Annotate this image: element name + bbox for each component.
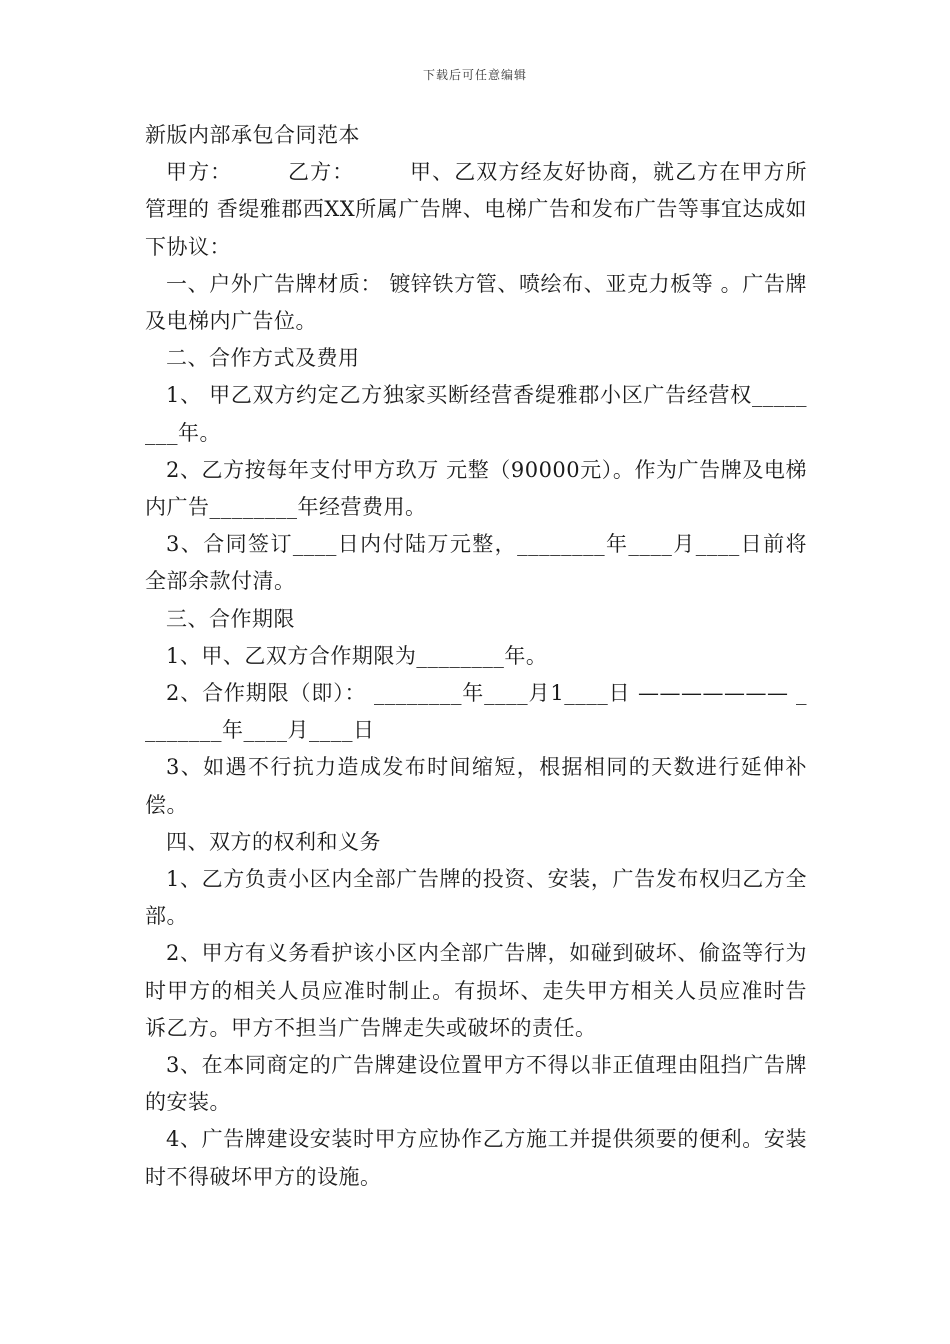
page-header-note: 下载后可任意编辑 xyxy=(422,68,527,82)
clause-2-2: 2、乙方按每年支付甲方玖万 元整（90000元）。作为广告牌及电梯内广告________年经营费用。 xyxy=(145,457,807,520)
section-heading-2: 二、合作方式及费用 xyxy=(166,346,360,371)
section-heading-4: 四、双方的权利和义务 xyxy=(166,829,381,854)
clause-2-3: 3、合同签订____日内付陆万元整，________年____月____日前将全部余款付清。 xyxy=(145,532,807,594)
document-body xyxy=(145,117,807,1196)
clause-4-4: 4、广告牌建设安装时甲方应协作乙方施工并提供须要的便利。安装时不得破坏甲方的设施。 xyxy=(145,1127,807,1189)
clause-2-1: 1、 甲乙双方约定乙方独家买断经营香缇雅郡小区广告经营权________年。 xyxy=(145,383,807,445)
clause-3-3: 3、如遇不行抗力造成发布时间缩短，根据相同的天数进行延伸补偿。 xyxy=(145,755,807,817)
clause-4-2: 2、甲方有义务看护该小区内全部广告牌，如碰到破坏、偷盗等行为时甲方的相关人员应准时制止。有损坏、走失甲方相关人员应准时告诉乙方。甲方不担当广告牌走失或破坏的责任。 xyxy=(145,941,807,1040)
clause-3-1: 1、甲、乙双方合作期限为________年。 xyxy=(166,643,548,668)
clause-3-2: 2、合作期限（即）： ________年____月1____日 ——————— ________年____月____日 xyxy=(145,681,807,743)
paragraph-parties: 甲方： 乙方： 甲、乙双方经友好协商，就乙方在甲方所管理的 香缇雅郡西XX所属广告牌、电梯广告和发布广告等事宜达成如下协议： xyxy=(145,160,807,259)
document-title: 新版内部承包合同范本 xyxy=(145,123,360,147)
clause-4-3: 3、在本同商定的广告牌建设位置甲方不得以非正值理由阻挡广告牌的安装。 xyxy=(145,1053,807,1115)
paragraph-section-1: 一、户外广告牌材质： 镀锌铁方管、喷绘布、亚克力板等 。广告牌及电梯内广告位。 xyxy=(145,271,807,334)
clause-4-1: 1、乙方负责小区内全部广告牌的投资、安装，广告发布权归乙方全部。 xyxy=(145,867,807,929)
section-heading-3: 三、合作期限 xyxy=(166,606,295,631)
